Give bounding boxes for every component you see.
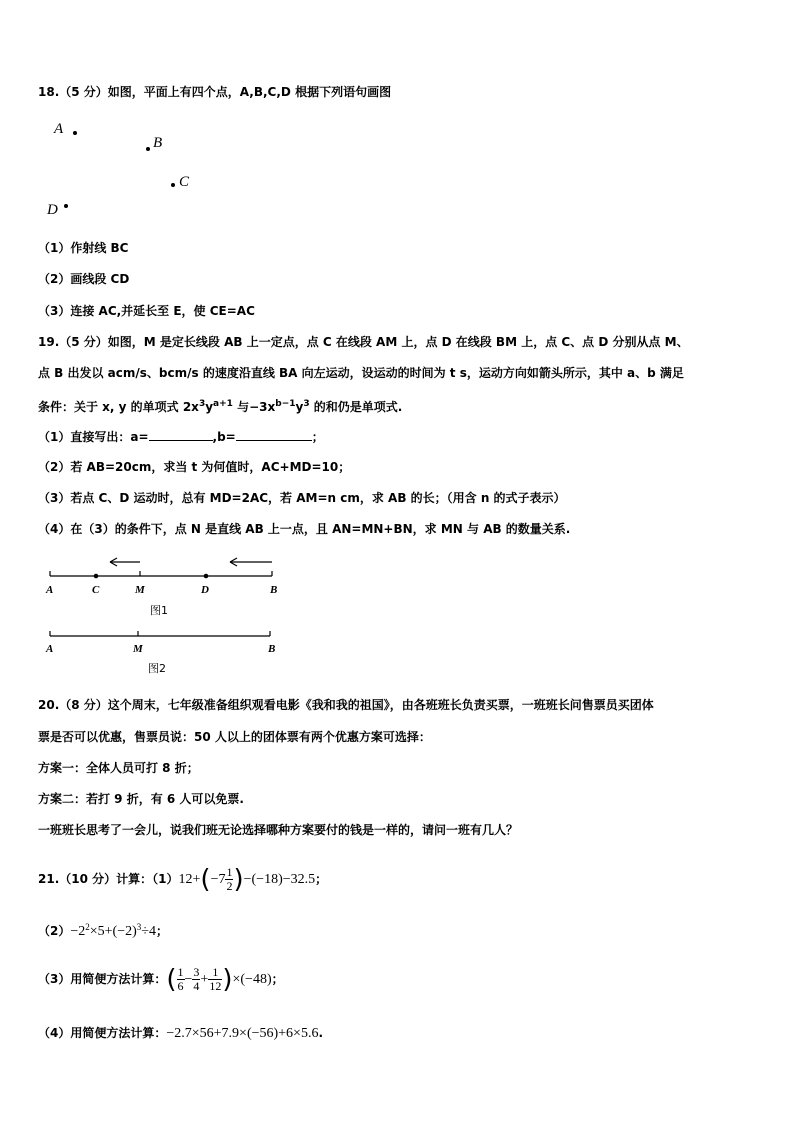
q19-item-4: （4）在（3）的条件下，点 N 是直线 AB 上一点，且 AN=MN+BN，求 MN 与 AB 的数量关系. — [38, 522, 571, 536]
q20-line-2: 票是否可以优惠，售票员说：50 人以上的团体票有两个优惠方案可选择： — [38, 730, 431, 744]
q19-item-3: （3）若点 C、D 运动时，总有 MD=2AC，若 AM=n cm，求 AB 的长；（用含 n 的式子表示） — [38, 491, 566, 505]
point-c-label: C — [179, 174, 190, 190]
figure-1 — [45, 558, 277, 617]
point-d-label: D — [47, 202, 58, 218]
q19-item-1: （1）直接写出：a= ,b= ； — [38, 430, 324, 444]
figure-2 — [45, 631, 275, 675]
point-a-dot — [73, 131, 77, 135]
q21-part-2: $(2)-2^2\times 5+(-2)^3\div 4$； — [38, 922, 168, 939]
q19-stem-line-2: 点 B 出发以 acm/s、bcm/s 的速度沿直线 BA 向左运动，设运动的时间为 t s，运动方向如箭头所示，其中 a、b 满足 — [38, 366, 684, 380]
q19-item-2: （2）若 AB=20cm，求当 t 为何值时，AC+MD=10； — [38, 460, 351, 474]
point-c-dot — [171, 183, 175, 187]
point-a-label: A — [54, 121, 64, 137]
q20-line-1: 20.（8 分）这个周末，七年级准备组织观看电影《我和我的祖国》，由各班班长负责买票，一班班长问售票员买团体 — [38, 698, 654, 712]
point-d-dot — [64, 204, 68, 208]
fig2-caption: 图2 — [148, 662, 166, 675]
q18-item-1: （1）作射线 BC — [38, 241, 129, 255]
arrow-left-icon — [230, 558, 272, 566]
fig1-label-m: M — [135, 584, 145, 596]
q20-line-4: 方案二：若打 9 折，有 6 人可以免票. — [38, 792, 244, 806]
fig1-label-c: C — [92, 584, 100, 596]
fig1-label-b: B — [270, 584, 278, 596]
fig2-label-a: A — [46, 643, 54, 655]
q19-stem-line-1: 19.（5 分）如图，M 是定长线段 AB 上一定点，点 C 在线段 AM 上，点 D 在线段 BM 上，点 C、点 D 分别从点 M、 — [38, 335, 689, 349]
point-b-dot — [146, 147, 150, 151]
q20-line-3: 方案一：全体人员可打 8 折； — [38, 761, 199, 775]
q21-part-4: （4）用简便方法计算：−2.7×56+7.9×(−56)+6×5.6. — [38, 1026, 324, 1041]
answer-blank-a[interactable] — [149, 428, 213, 441]
q19-segment-figures — [40, 552, 300, 682]
fig1-caption: 图1 — [150, 604, 168, 617]
fig1-label-a: A — [46, 584, 54, 596]
point-b-label: B — [153, 135, 163, 151]
q21-part-3: （3）用简便方法计算：( $\frac{1}{6}$ − $\frac{3}{4}$ + $\frac{1}{12}$ )×(−48)； — [38, 964, 284, 995]
fig2-label-b: B — [268, 643, 276, 655]
q18-item-3: （3）连接 AC,并延长至 E，使 CE=AC — [38, 304, 255, 318]
fig2-label-m: M — [133, 643, 143, 655]
q18-stem: 18.（5 分）如图，平面上有四个点，A,B,C,D 根据下列语句画图 — [38, 85, 392, 99]
q21-part-1: 21.（10 分）计算：（1）12+(−7 $\frac{1}{2}$ )−(−18)−32.5； — [38, 864, 328, 895]
arrow-left-icon — [110, 558, 140, 566]
q18-item-2: （2）画线段 CD — [38, 272, 130, 286]
q19-stem-line-3: 条件：关于 x, y 的单项式 $2x^3y^{a+1}$ 与$-3x^{b-1}y^3$ 的和仍是单项式. — [38, 399, 403, 414]
q20-line-5: 一班班长思考了一会儿，说我们班无论选择哪种方案要付的钱是一样的，请问一班有几人？ — [38, 823, 519, 837]
answer-blank-b[interactable] — [236, 428, 312, 441]
fig1-label-d: D — [201, 584, 209, 596]
